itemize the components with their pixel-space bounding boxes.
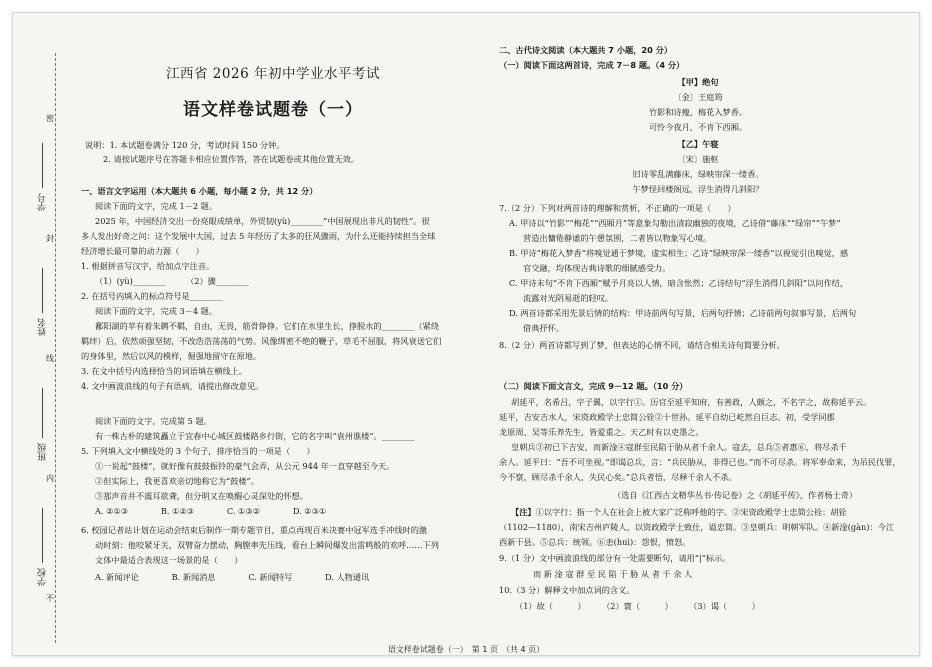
poem-b-author: 〔宋〕施枢 <box>677 154 719 164</box>
binding-mark: 不 <box>46 594 54 603</box>
answer-choices: A. ②①③ B. ①②③ C. ①③② D. ②③① <box>95 506 327 516</box>
section-2-title: 二、古代诗文阅读（本大题共 7 小题，20 分） <box>499 45 673 55</box>
school-blank <box>42 508 43 563</box>
option-line: ①一说起“鼓楼”，就好像有鼓鼓振铃的豪气会弄，从公元 944 年一直穿越至今天。 <box>95 461 395 471</box>
exam-sheet <box>12 12 920 656</box>
poem-a-line: 可怜今夜月，不肯下西厢。 <box>648 122 748 132</box>
poem-b-line: 旧诗零乱满藤床，绿映帘深一缕香。 <box>632 169 764 179</box>
question-7: 7.（2 分）下列对两首诗的理解和赏析，不正确的一项是（ ） <box>499 203 736 213</box>
question-8: 8.（2 分）两首诗都写到了梦，但表达的心情不同，请结合相关诗句简要分析。 <box>499 340 785 350</box>
binding-mark: 内 <box>46 474 54 483</box>
passage-line: 延平，吉安吉水人，宋资政殿学士忠简公铨②十世孙。延平自幼已屹然自巨志。初，受学同郡 <box>499 412 835 422</box>
question-4: 4. 文中画波浪线的句子有语病，请提出修改意见。 <box>81 381 264 391</box>
question-10-items: （1）故（ ） （2）寰（ ） （3）谒（ ） <box>515 601 760 611</box>
poem-b-line: 午梦怪回楼阁远，浮生消得几斜阳？ <box>632 184 764 194</box>
poem-a-title: 【甲】绝句 <box>677 77 719 87</box>
option-a: A. 甲诗以“竹影”“梅花”“西厢月”等意象勾勒出清寂幽独的夜境，乙诗借“藤床”“绿帘”“午梦” <box>509 218 841 228</box>
text-line: 阅读下面的文字，完成 3－4 题。 <box>95 306 218 316</box>
text-line: 阅读下面的文字，完成 1－2 题。 <box>95 201 218 211</box>
answer-choices: A. 新闻评论 B. 新闻消息 C. 新闻特写 D. 人物通讯 <box>95 572 370 582</box>
option-d-cont: 借典抒怀。 <box>523 323 564 333</box>
poem-b-title: 【乙】午寝 <box>677 139 719 149</box>
binding-mark: 密 <box>46 114 54 123</box>
section-1-title: 一、语言文字运用（本大题共 6 小题，每小题 2 分，共 12 分） <box>81 186 318 196</box>
text-line: 多人发出好奇之问：这个发展中大国，过去 5 年经历了太多的狂风骤雨，为什么还能持续担当全球 <box>81 231 436 241</box>
text-line: 2025 年，中国经济交出一份亮眼成绩单，外贸韧(yù)________“中国展现出非凡的韧性”。很 <box>95 216 430 226</box>
passage-line: 胡延平，名希吕，字子翼，以字行①。历官至延平知府，有善政，人颇之，不名字之，故称延平云。 <box>511 397 872 407</box>
subsection-title: （二）阅读下面文言文，完成 9－12 题。（10 分） <box>499 381 688 391</box>
passage-line: 今不察，顾尽杀千余人，失民心矣。”总兵者悟，尽释千余人不杀。 <box>499 472 737 482</box>
passage-line: 余人。延平曰：“吾不可坐视。”即谒总兵，言：“兵民胁从，非得已也。”而不可尽杀。将军奉命来，为吊民伐罪， <box>499 457 901 467</box>
question-10: 10.（3 分）解释文中加点词的含义。 <box>499 585 635 595</box>
binding-dashed-line <box>55 53 56 643</box>
option-line: ②但实际上，我更喜欢亲切地称它为“鼓楼”。 <box>95 476 259 486</box>
school-label: 学校 <box>38 568 48 586</box>
student-number-label: 学号 <box>38 193 48 211</box>
option-b: B. 甲诗“梅花入梦香”将嗅觉通于梦境，虚实相生；乙诗“绿映帘深一缕香”以视觉引出嗅觉，感 <box>509 248 849 258</box>
option-line: ③那声音并不震耳欲聋，但分明又在唤醒心灵深处的怀想。 <box>95 491 308 501</box>
poem-a-author: 〔金〕王庭筠 <box>673 92 723 102</box>
class-label: 班级 <box>38 443 48 461</box>
notes-line: （1102—1180），南宋吉州庐陵人，以资政殿学士致仕，谥忠简。③皇朝兵：明朝军队。④新淦(gàn)：今江 <box>499 522 895 532</box>
notes-title: 【注】 <box>511 507 536 517</box>
question-5: 5. 下列填入文中横线处的 3 个句子，排序恰当的一项是（ ） <box>81 446 315 456</box>
student-number-blank <box>42 143 43 188</box>
text-line: 阅读下面的文字，完成第 5 题。 <box>95 416 212 426</box>
binding-mark: 线 <box>46 354 54 363</box>
class-blank <box>42 388 43 438</box>
page-footer: 语文样卷试题卷（一） 第 1 页 （共 4 页） <box>387 645 545 654</box>
instruction-line-1: 说明：1. 本试题卷满分 120 分，考试时间 150 分钟。 <box>85 140 285 150</box>
option-d: D. 两首诗都采用先景后情的结构：甲诗前两句写景，后两句抒情；乙诗前两句叙事写景，后两句 <box>509 308 857 318</box>
question-1: 1. 根据拼音写汉字，给加点字注音。 <box>81 261 215 271</box>
option-a-cont: 营造出慵倦静谧的午憩氛围，二者皆以物象写心境。 <box>523 233 712 243</box>
notes-block <box>511 507 847 518</box>
binding-margin <box>37 53 65 643</box>
question-9: 9.（1 分）文中画波浪线的部分有一处需要断句，请用“|”标示。 <box>499 553 731 563</box>
passage-line: 的身体里，然后以风的模样，倔强地留守在原地。 <box>81 351 262 361</box>
passage-line: 羁绊）后，依然顽强坚韧，不改浩浩荡荡的气势。风像绑密不绝的鞭子，草毛不屈服，将风衰送它们 <box>81 336 442 346</box>
question-6-line: 文体中最适合表现这一场景的是（ ） <box>95 555 243 565</box>
name-label: 姓名 <box>38 318 48 336</box>
question-6-line: 动时刻：他咬紧牙关，双臂奋力摆动，胸膛率先压线，看台上瞬间爆发出雷鸣般的欢呼……下列 <box>95 540 439 550</box>
subsection-title: （一）阅读下面这两首诗，完成 7－8 题。（4 分） <box>499 60 685 70</box>
option-c: C. 甲诗末句“不肯下西厢”赋予月亮以人情，暗含怅然；乙诗结句“浮生消得几斜阳”以问作结， <box>509 278 849 288</box>
paper-title: 语文样卷试题卷（一） <box>183 100 363 120</box>
exam-title: 江西省 2026 年初中学业水平考试 <box>166 66 380 82</box>
binding-mark: 封 <box>46 234 54 243</box>
question-6: 6. 校园记者站计划在运动会结束后制作一期专题节目，重点再现百米决赛中冠军选手冲线时的激 <box>81 525 428 535</box>
passage-line: 鄱阳湖的苹有着朱鹮不羁，自由，无畏，筋骨铮铮。它们在水里生长，挣脱水的________（紧绕 <box>95 321 439 331</box>
name-blank <box>42 268 43 313</box>
notes-line: 西新干县。⑤总兵：统领。⑥恚(huì)：怨恨，愤怒。 <box>499 537 691 547</box>
question-3: 3. 在文中括号内选择恰当的词语填在横线上。 <box>81 366 247 376</box>
option-b-cont: 官交融，均体现古典诗歌的细腻感受力。 <box>523 263 671 273</box>
passage-source: （选自《江西古文精华丛书·传记卷》之《胡延平传》，作者杨士奇） <box>613 490 858 500</box>
poem-a-line: 竹影和诗瘦，梅花入梦香。 <box>648 107 748 117</box>
text-line: 经济增长最可靠的动力源（ ） <box>81 246 204 256</box>
passage-line: 龙原周、吴等乐养先生，皆爱重之。天乙时有以吏墨之。 <box>499 427 704 437</box>
option-c-cont: 流露对光阴易逝的轻叹。 <box>523 293 614 303</box>
question-9-text: 而 新 淦 寇 群 至 民 陷 于 胁 从 者 千 余 人 <box>533 569 693 579</box>
question-1-blanks: （1）(yù)________ （2）骤________ <box>95 276 249 286</box>
instruction-line-2: 2. 请按试题序号在答题卡相应位置作答，答在试题卷或其他位置无效。 <box>103 154 360 164</box>
notes-line: ①以字行：指一个人在社会上被大家广泛称呼他的字。②宋资政殿学士忠简公铨：胡铨 <box>535 507 847 517</box>
passage-line: 皇朝兵③初已下吉安，而新淦④寇群至民陷于胁从者千余人。寇去，总兵⑤者惠⑥，将尽杀千 <box>511 442 847 452</box>
question-2: 2. 在括号内填入的标点符号是________ <box>81 291 223 301</box>
passage-line: 有一株古朴的建筑矗立于宜春中心城区鼓楼路乡行街，它的名字叫“袁州谯楼”。________ <box>95 431 415 441</box>
